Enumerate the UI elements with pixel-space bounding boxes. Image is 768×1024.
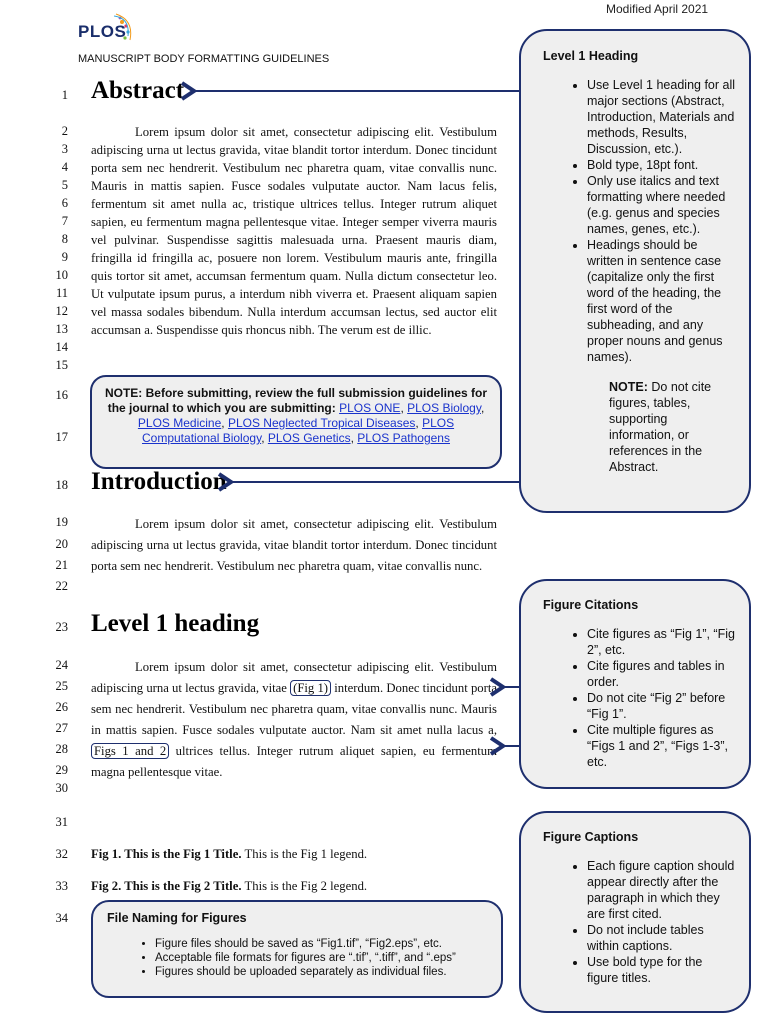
line-number: 16 xyxy=(55,388,68,402)
modified-date: Modified April 2021 xyxy=(606,2,709,16)
line-number: 4 xyxy=(61,160,68,174)
line-number: 1 xyxy=(61,88,68,102)
list-item: • Do not include tables within captions. xyxy=(587,922,735,954)
line-number: 24 xyxy=(55,658,68,672)
level1-text-b: interdum. Donec tincidunt porta sem nec hendrerit. Vestibulum nec pharetra quam, vitae convallis nunc. Mauris in mattis sapien. Fusce sodales vulputate auctor. Nam sit amet nulla lacus a, xyxy=(91,681,498,737)
plos-logo xyxy=(78,12,138,52)
introduction-text: Lorem ipsum dolor sit amet, consectetur adipiscing elit. Vestibulum adipiscing urna ut lectus gravida, vitae blandit tortor interdum. Donec tincidunt porta sem nec hendrerit. Vestibulum nec pharetra quam, vitae convallis nunc. xyxy=(91,517,497,573)
list-item: • Do not cite “Fig 2” before “Fig 1”. xyxy=(587,690,735,722)
line-number: 6 xyxy=(61,196,68,210)
document-title: MANUSCRIPT BODY FORMATTING GUIDELINES xyxy=(78,53,330,65)
file-naming-box xyxy=(91,900,503,998)
link-plos-genetics[interactable]: PLOS Genetics xyxy=(267,431,351,445)
line-number: 9 xyxy=(61,250,68,264)
abstract-text: Lorem ipsum dolor sit amet, consectetur adipiscing elit. Vestibulum adipiscing urna ut lectus gravida, vitae blandit tortor interdum. Donec tincidunt porta sem nec hendrerit. Vestibulum nec pharetra quam, vitae convallis nunc. Mauris in mattis sapien. Fusce sodales vulputate auctor. Nam lacus felis, fermentum sit amet nulla ac, tristique ultrices tellus. Integer rutrum aliquet sapien, eu fermentum magna pellentesque vitae. Integer semper viverra mauris vel pulvinar. Suspendisse sagittis malesuada urna. Praesent mauris diam, fringilla id fringilla ac, posuere non lorem. Vestibulum mauris ante, fringilla quis tortor sit amet, accumsan fermentum quam. Nulla dictum consectetur leo. Ut vulputate ipsum purus, a interdum nibh viverra et. Praesent aliquam sapien vel massa sodales bibendum. Nulla interdum accumsan lectus, sed auctor elit accumsan a. Suspendisse quis rhoncus nibh. The verum est de illic. xyxy=(91,125,497,337)
link-plos-ntd[interactable]: PLOS Neglected Tropical Diseases xyxy=(227,416,416,430)
line-number: 7 xyxy=(61,214,68,228)
line-number: 34 xyxy=(55,911,68,925)
level1-text-a: Lorem ipsum dolor sit amet, consectetur adipiscing elit. Vestibulum adipiscing urna ut lectus gravida, vitae xyxy=(91,660,497,695)
line-number: 18 xyxy=(55,478,68,492)
note-text: NOTE: Before submitting, review the full submission guidelines for the journal to which you are submitting: xyxy=(104,386,488,415)
abstract-heading: Abstract xyxy=(91,77,185,104)
level1-note xyxy=(543,379,735,475)
list-item: • Headings should be written in sentence case (capitalize only the first word of the heading, the first word of the subheading, and any proper nouns and genus names). xyxy=(587,237,735,365)
line-number: 10 xyxy=(55,268,68,282)
list-item: • Figures should be uploaded separately as individual files. xyxy=(155,965,487,979)
line-number: 31 xyxy=(55,815,68,829)
level1-paragraph xyxy=(91,657,497,783)
link-plos-pathogens[interactable]: PLOS Pathogens xyxy=(357,431,450,445)
fig1-legend: This is the Fig 1 legend. xyxy=(244,847,368,861)
figure-citations-box xyxy=(519,579,751,789)
figure-captions-title: Figure Captions xyxy=(543,830,639,844)
list-item: • Bold type, 18pt font. xyxy=(587,157,735,173)
figure-citations-list xyxy=(543,626,735,770)
line-number: 17 xyxy=(55,430,68,444)
line-number: 19 xyxy=(55,515,68,529)
introduction-paragraph xyxy=(91,514,497,577)
line-number: 21 xyxy=(55,558,68,572)
link-plos-comp-bio[interactable]: PLOS Computational Biology xyxy=(142,416,455,445)
fig2-caption xyxy=(91,879,367,894)
line-number: 20 xyxy=(55,537,68,551)
list-item: • Use Level 1 heading for all major sections (Abstract, Introduction, Materials and methods, Results, Discussion, etc.). xyxy=(587,77,735,157)
list-item: • Figure files should be saved as “Fig1.tif”, “Fig2.eps”, etc. xyxy=(155,937,487,951)
line-number: 2 xyxy=(61,124,68,138)
line-number: 25 xyxy=(55,679,68,693)
level1-text-c: ultrices tellus. Integer rutrum aliquet sapien, eu fermentum magna pellentesque vitae. xyxy=(91,744,498,779)
line-number: 3 xyxy=(61,142,68,156)
submission-note-box: NOTE: Before submitting, review the full submission guidelines for the journal to which you are submitting: PLOS ONE, PLOS Biology, PLOS Medicine, PLOS Neglected Tropical Diseases, PLOS Computational Biology, PLOS Genetics, PLOS Pathogens xyxy=(90,375,502,469)
level1-guideline-box xyxy=(519,29,751,513)
line-number: 32 xyxy=(55,847,68,861)
line-number: 12 xyxy=(55,304,68,318)
level1-heading: Level 1 heading xyxy=(91,610,260,637)
line-number: 26 xyxy=(55,700,68,714)
fig1-caption xyxy=(91,847,367,862)
line-number: 14 xyxy=(55,340,68,354)
list-item: • Each figure caption should appear directly after the paragraph in which they are first cited. xyxy=(587,858,735,922)
file-naming-list xyxy=(107,937,487,979)
link-plos-biology[interactable]: PLOS Biology xyxy=(407,401,481,415)
line-number: 23 xyxy=(55,620,68,634)
level1-guideline-title: Level 1 Heading xyxy=(543,49,639,63)
list-item: • Acceptable file formats for figures are “.tif”, “.tiff”, and “.eps” xyxy=(155,951,487,965)
fig2-legend: This is the Fig 2 legend. xyxy=(244,879,368,893)
level1-guideline-list xyxy=(543,77,735,365)
plos-logo-text: PLOS xyxy=(78,22,127,41)
list-item: • Only use italics and text formatting where needed (e.g. genus and species names, genes, etc.). xyxy=(587,173,735,237)
file-naming-title: File Naming for Figures xyxy=(107,911,247,925)
line-number: 22 xyxy=(55,579,68,593)
figure-captions-box xyxy=(519,811,751,1013)
line-number: 5 xyxy=(61,178,68,192)
figs-citation: Figs 1 and 2 xyxy=(91,743,169,759)
list-item: • Use bold type for the figure titles. xyxy=(587,954,735,986)
list-item: • Cite multiple figures as “Figs 1 and 2”, “Figs 1-3”, etc. xyxy=(587,722,735,770)
line-number: 29 xyxy=(55,763,68,777)
fig1-citation: (Fig 1) xyxy=(290,680,331,696)
figure-citations-title: Figure Citations xyxy=(543,598,639,612)
introduction-heading: Introduction xyxy=(91,468,227,495)
fig2-title: Fig 2. This is the Fig 2 Title. xyxy=(91,879,242,893)
note-label: NOTE: xyxy=(609,380,648,394)
line-number: 15 xyxy=(55,358,68,372)
line-number: 13 xyxy=(55,322,68,336)
line-number: 30 xyxy=(55,781,68,795)
list-item: • Cite figures and tables in order. xyxy=(587,658,735,690)
line-number: 27 xyxy=(55,721,68,735)
line-number: 8 xyxy=(61,232,68,246)
link-plos-medicine[interactable]: PLOS Medicine xyxy=(137,416,222,430)
line-number: 33 xyxy=(55,879,68,893)
figure-captions-list xyxy=(543,858,735,986)
list-item: • Cite figures as “Fig 1”, “Fig 2”, etc. xyxy=(587,626,735,658)
line-number: 28 xyxy=(55,742,68,756)
note-text: Do not cite figures, tables, supporting information, or references in the Abstract. xyxy=(609,380,712,474)
line-number: 11 xyxy=(55,286,68,300)
fig1-title: Fig 1. This is the Fig 1 Title. xyxy=(91,847,242,861)
abstract-paragraph xyxy=(91,123,497,339)
link-plos-one[interactable]: PLOS ONE xyxy=(339,401,401,415)
